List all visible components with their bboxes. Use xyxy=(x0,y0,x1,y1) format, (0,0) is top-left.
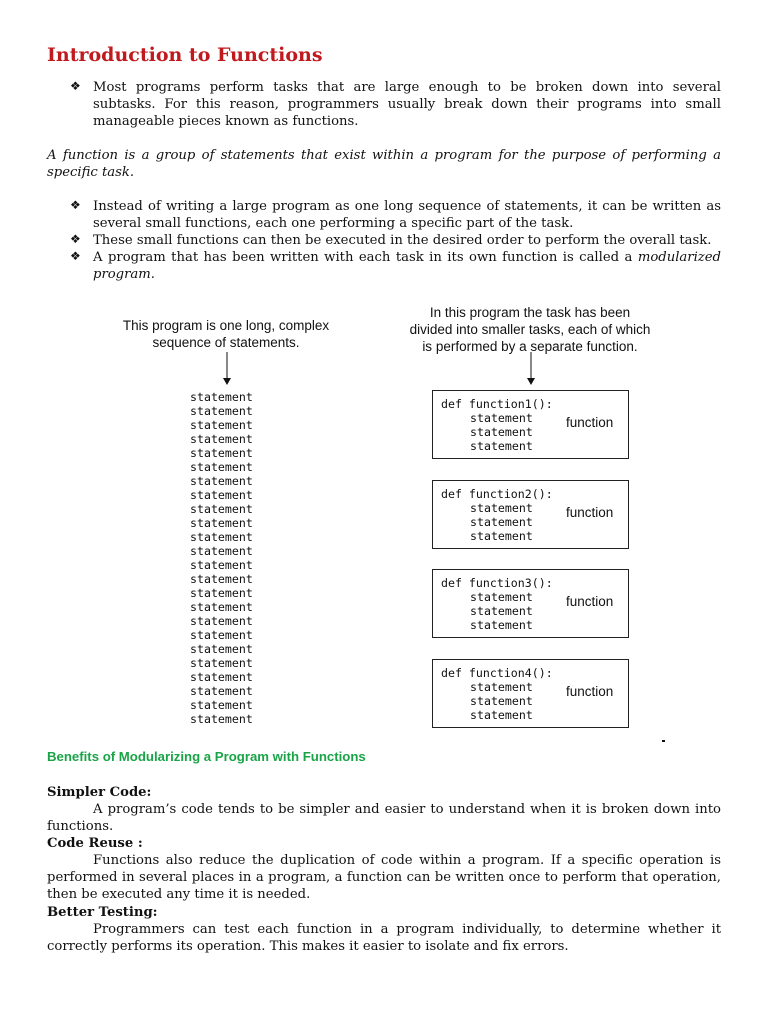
caption-line: is performed by a separate function. xyxy=(422,339,638,354)
benefit-heading-better-testing: Better Testing: xyxy=(47,905,158,920)
function-def: def function3(): xyxy=(441,576,553,590)
caption-line: sequence of statements. xyxy=(152,335,300,350)
function-label: function xyxy=(566,684,614,699)
function-definition: A function is a group of statements that exist within a program for the purpose of performing a specific task. xyxy=(47,148,721,180)
benefit-text-better-testing: Programmers can test each function in a program individually, to determine whether it correctly performs its operation. This makes it easier to isolate and fix errors. xyxy=(47,922,721,954)
statement-line: statement xyxy=(470,529,533,543)
caption-line: divided into smaller tasks, each of which xyxy=(409,322,651,337)
statement-line: statement xyxy=(190,698,253,712)
statement-line: statement xyxy=(190,614,253,628)
bullet-item xyxy=(70,198,721,232)
function-box xyxy=(432,569,629,638)
statement-line: statement xyxy=(190,432,253,446)
bullet-item xyxy=(70,79,721,130)
function-box xyxy=(432,390,629,459)
diagram-right-caption xyxy=(390,304,670,355)
statement-line: statement xyxy=(190,544,253,558)
statement-line: statement xyxy=(190,670,253,684)
bullet-text xyxy=(93,249,721,283)
statement-line: statement xyxy=(190,390,253,404)
benefit-text-code-reuse: Functions also reduce the duplication of code within a program. If a specific operation is performed in several places in a program, a function can be written once to perform that operation, then be executed any time it is needed. xyxy=(47,853,721,902)
statement-line: statement xyxy=(190,712,253,726)
statement-line: statement xyxy=(190,656,253,670)
caption-line: This program is one long, complex xyxy=(122,318,330,333)
statement-line: statement xyxy=(190,404,253,418)
function-body xyxy=(470,501,533,543)
stray-mark xyxy=(662,740,665,742)
function-box xyxy=(432,480,629,549)
benefit-heading-simpler-code: Simpler Code: xyxy=(47,785,152,800)
statement-line: statement xyxy=(470,439,533,453)
function-body xyxy=(470,590,533,632)
statement-line: statement xyxy=(470,694,533,708)
function-def: def function2(): xyxy=(441,487,553,501)
statement-line: statement xyxy=(190,488,253,502)
statement-line: statement xyxy=(190,586,253,600)
statement-line: statement xyxy=(190,530,253,544)
bullet-text: Most programs perform tasks that are large enough to be broken down into several subtasks. For this reason, programmers usually break down their programs into small manageable pieces known as functions. xyxy=(93,80,721,129)
diagram-left-caption xyxy=(96,317,356,351)
bullet-item xyxy=(70,232,721,249)
caption-line: In this program the task has been xyxy=(429,305,631,320)
statement-line: statement xyxy=(470,680,533,694)
statement-line: statement xyxy=(190,558,253,572)
statement-line: statement xyxy=(190,460,253,474)
statement-line: statement xyxy=(470,411,533,425)
page-title: Introduction to Functions xyxy=(47,44,323,66)
statement-line: statement xyxy=(470,425,533,439)
function-box xyxy=(432,659,629,728)
statement-list xyxy=(190,390,253,726)
function-def: def function4(): xyxy=(441,666,553,680)
function-body xyxy=(470,680,533,722)
statement-line: statement xyxy=(190,600,253,614)
down-arrow-icon xyxy=(524,352,538,386)
statement-line: statement xyxy=(190,516,253,530)
bullet-text-italic: modularized program. xyxy=(93,250,721,282)
statement-line: statement xyxy=(470,618,533,632)
function-label: function xyxy=(566,415,614,430)
statement-line: statement xyxy=(190,474,253,488)
diamond-bullet-icon: ❖ xyxy=(70,232,81,246)
bullet-item xyxy=(70,249,721,283)
statement-line: statement xyxy=(190,446,253,460)
bullet-text: Instead of writing a large program as one long sequence of statements, it can be written as several small functions, each one performing a specific part of the task. xyxy=(93,199,721,231)
function-body xyxy=(470,411,533,453)
statement-line: statement xyxy=(470,708,533,722)
statement-line: statement xyxy=(190,502,253,516)
bullet-text-plain: A program that has been written with each task in its own function is called a xyxy=(93,250,638,265)
statement-line: statement xyxy=(470,590,533,604)
statement-line: statement xyxy=(470,501,533,515)
bullet-text: These small functions can then be executed in the desired order to perform the overall task. xyxy=(93,233,712,248)
statement-line: statement xyxy=(190,684,253,698)
benefit-text-simpler-code: A program’s code tends to be simpler and easier to understand when it is broken down into functions. xyxy=(47,802,721,834)
function-label: function xyxy=(566,594,614,609)
benefit-heading-code-reuse: Code Reuse : xyxy=(47,836,143,851)
diamond-bullet-icon: ❖ xyxy=(70,249,81,263)
down-arrow-icon xyxy=(220,352,234,386)
benefits-heading: Benefits of Modularizing a Program with Functions xyxy=(47,749,366,764)
statement-line: statement xyxy=(190,418,253,432)
statement-line: statement xyxy=(190,628,253,642)
statement-line: statement xyxy=(190,572,253,586)
function-def: def function1(): xyxy=(441,397,553,411)
function-label: function xyxy=(566,505,614,520)
diamond-bullet-icon: ❖ xyxy=(70,198,81,212)
statement-line: statement xyxy=(470,604,533,618)
statement-line: statement xyxy=(190,642,253,656)
statement-line: statement xyxy=(470,515,533,529)
diamond-bullet-icon: ❖ xyxy=(70,79,81,93)
